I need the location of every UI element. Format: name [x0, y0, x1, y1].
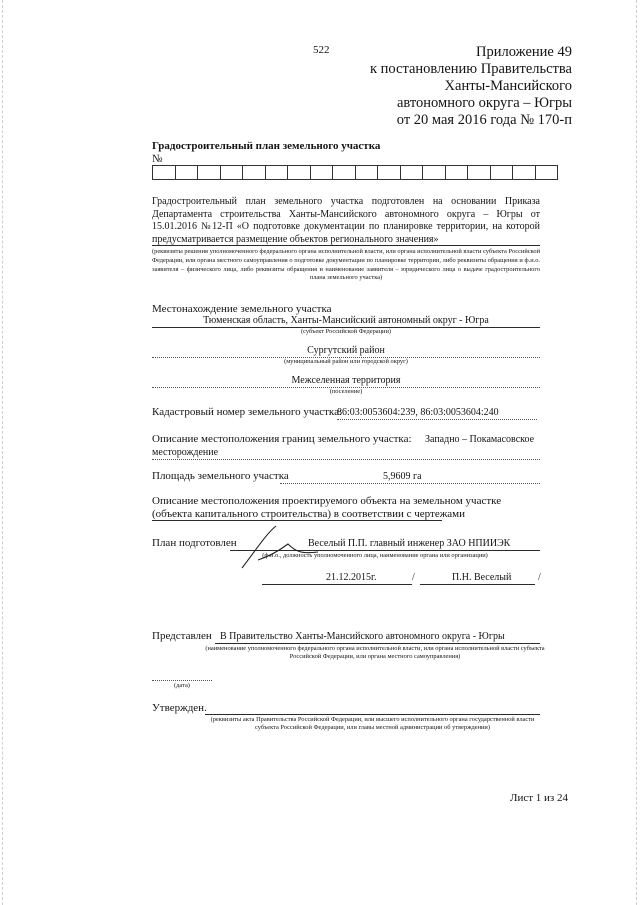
- prepared-value: Веселый П.П. главный инженер ЗАО НПИИЭК: [308, 538, 511, 549]
- area-label: Площадь земельного участка: [152, 470, 289, 482]
- location-subject: Тюменская область, Ханты-Мансийский автономный округ - Югра: [203, 315, 489, 326]
- boundaries-value-cont: месторождение: [152, 447, 219, 458]
- number-cell: [423, 165, 446, 180]
- number-cell: [243, 165, 266, 180]
- basis-caption: (реквизиты решения уполномоченного федерального органа исполнительной власти, или органа исполнительной власти субъекта Российской Федерации, или органа местного самоуправления о подготовке документации по планировке территории, либо реквизиты обращения и ф.и.о. заявителя – физического лица, либо реквизиты обращения и наименование заявителя – юридического лица о выдаче градостроительного плана земельного участка): [152, 248, 540, 282]
- number-cell: [513, 165, 536, 180]
- number-cell: [153, 165, 176, 180]
- scan-edge-right: [636, 0, 638, 905]
- page-number: 522: [313, 44, 330, 56]
- prepared-caption: (ф.и.о., должность уполномоченного лица, наименование органа или организации): [262, 552, 488, 559]
- number-cell: [198, 165, 221, 180]
- date-blank-line: [152, 680, 212, 681]
- presented-caption: (наименование уполномоченного федерального органа исполнительной власти, или органа исполнительной власти субъекта Российской Федерации, или органа местного самоуправления): [205, 645, 545, 660]
- number-cell: [311, 165, 334, 180]
- appendix-line: Ханты-Мансийского: [444, 78, 572, 94]
- number-cell: [176, 165, 199, 180]
- doc-title: Градостроительный план земельного участка: [152, 140, 381, 152]
- number-cell: [536, 165, 559, 180]
- basis-underline: [152, 245, 540, 246]
- appendix-line: от 20 мая 2016 года № 170-п: [396, 112, 572, 128]
- scan-edge-left: [2, 0, 4, 905]
- location-settlement: Межселенная территория: [291, 375, 401, 386]
- signer-underline: [420, 584, 535, 585]
- area-underline: [280, 483, 540, 484]
- cadastral-value: 86:03:0053604:239, 86:03:0053604:240: [337, 407, 499, 418]
- number-cell: [401, 165, 424, 180]
- sheet-counter: Лист 1 из 24: [510, 792, 569, 804]
- approved-underline: [205, 714, 540, 715]
- location-label: Местонахождение земельного участка: [152, 303, 332, 315]
- signer-separator: /: [538, 572, 541, 583]
- number-cell: [468, 165, 491, 180]
- number-cell: [266, 165, 289, 180]
- number-cell: [446, 165, 469, 180]
- district-caption: (муниципальный район или городской округ): [284, 358, 408, 365]
- subject-caption: (субъект Российской Федерации): [300, 328, 392, 335]
- object-description-line1: Описание местоположения проектируемого объекта на земельном участке: [152, 495, 502, 507]
- number-cell: [221, 165, 244, 180]
- prepared-label: План подготовлен: [152, 537, 237, 549]
- settlement-caption: (поселение): [329, 388, 363, 395]
- date-separator: /: [412, 572, 415, 583]
- prepared-signer: П.Н. Веселый: [452, 572, 512, 583]
- presented-value: В Правительство Ханты-Мансийского автономного округа - Югры: [220, 631, 505, 642]
- number-cell: [333, 165, 356, 180]
- appendix-line: к постановлению Правительства: [370, 61, 572, 77]
- number-cell: [356, 165, 379, 180]
- approved-label: Утвержден.: [152, 702, 207, 714]
- boundaries-value: Западно – Покамасовское: [425, 434, 535, 445]
- boundaries-underline: [152, 459, 540, 460]
- basis-text: Градостроительный план земельного участка подготовлен на основании Приказа Департамента строительства Ханты-Мансийского автономного округа – Югры от 15.01.2016 №12-П «О подготовке документации по планировке территории, на которой предусматривается размещение объектов регионального значения»: [152, 196, 540, 245]
- date-underline: [262, 584, 412, 585]
- appendix-header: [252, 44, 572, 129]
- object-description-line2: (объекта капитального строительства) в соответствии с чертежами: [152, 508, 466, 520]
- number-cell: [288, 165, 311, 180]
- approved-caption: (реквизиты акта Правительства Российской Федерации, или высшего исполнительного органа государственной власти субъекта Российской Федерации, или главы местной администрации об утверждении): [210, 716, 535, 731]
- number-cell: [491, 165, 514, 180]
- date-caption: (дата): [174, 682, 190, 689]
- prepared-date: 21.12.2015г.: [326, 572, 377, 583]
- location-district: Сургутский район: [307, 345, 385, 356]
- signature-mark: [236, 520, 326, 580]
- presented-label: Представлен: [152, 630, 212, 642]
- cadastral-underline: [337, 419, 537, 420]
- presented-underline: [215, 643, 540, 644]
- cadastral-label: Кадастровый номер земельного участка:: [152, 406, 343, 418]
- appendix-line: Приложение 49: [476, 44, 572, 60]
- plan-number-cells: [152, 165, 558, 180]
- area-value: 5,9609 га: [383, 471, 422, 482]
- boundaries-label: Описание местоположения границ земельного участка:: [152, 433, 412, 445]
- appendix-line: автономного округа – Югры: [396, 95, 572, 111]
- number-cell: [378, 165, 401, 180]
- number-sign: №: [152, 153, 163, 165]
